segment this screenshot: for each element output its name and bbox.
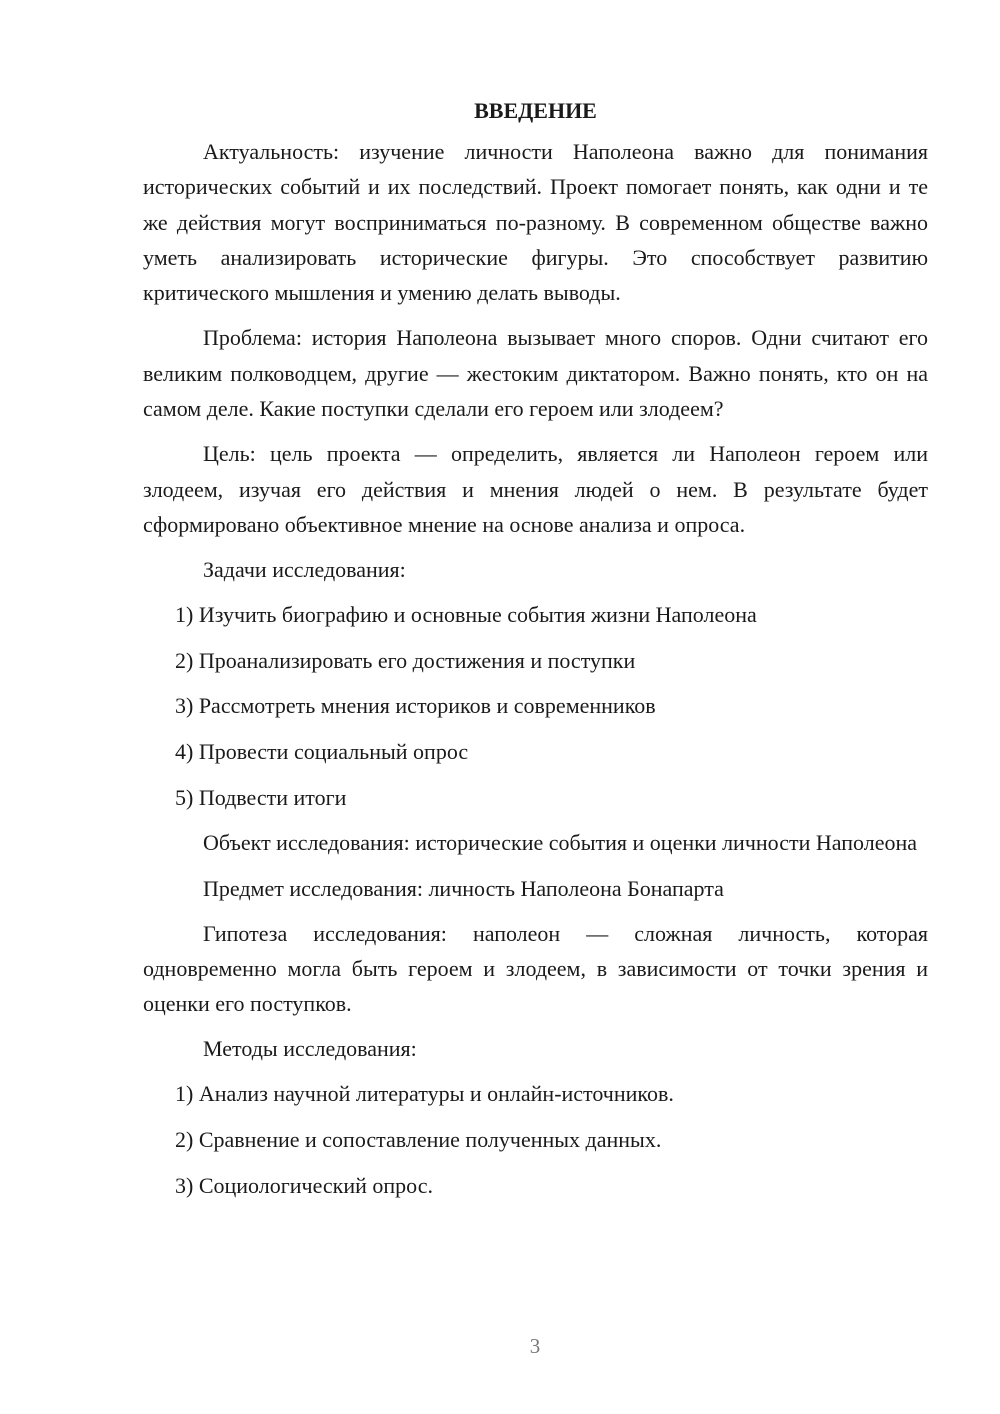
method-item-1: 1) Анализ научной литературы и онлайн-источников. [175,1081,674,1107]
page-number: 3 [529,1334,541,1358]
task-item-2: 2) Проанализировать его достижения и поступки [175,647,636,673]
subject-paragraph: Предмет исследования: личность Наполеона Бонапарта [203,875,724,901]
methods-heading: Методы исследования: [203,1036,417,1062]
method-item-3: 3) Социологический опрос. [175,1172,433,1198]
method-item-2: 2) Сравнение и сопоставление полученных данных. [175,1127,662,1153]
problem-paragraph: Проблема: история Наполеона вызывает много споров. Одни считают его великим полководцем, другие — жестоким диктатором. Важно понять, кто он на самом деле. Какие поступки сделали его героем или злодеем? [143,325,928,422]
hypothesis-paragraph: Гипотеза исследования: наполеон — сложная личность, которая одновременно могла быть героем и злодеем, в зависимости от точки зрения и оценки его поступков. [143,920,928,1017]
goal-paragraph: Цель: цель проекта — определить, является ли Наполеон героем или злодеем, изучая его действия и мнения людей о нем. В результате будет сформировано объективное мнение на основе анализа и опроса. [143,441,928,537]
task-item-1: 1) Изучить биографию и основные события жизни Наполеона [175,602,757,628]
section-title: ВВЕДЕНИЕ [474,98,597,123]
task-item-4: 4) Провести социальный опрос [175,739,469,765]
tasks-heading: Задачи исследования: [203,557,406,583]
object-paragraph: Объект исследования: исторические события и оценки личности Наполеона [203,830,917,856]
task-item-5: 5) Подвести итоги [175,784,347,810]
relevance-paragraph: Актуальность: изучение личности Наполеона важно для понимания исторических событий и их последствий. Проект помогает понять, как одни и те же действия могут восприниматься по-разному. В современном обществе важно уметь анализировать исторические фигуры. Это способствует развитию критического мышления и умению делать выводы. [143,139,928,306]
document-page [143,96,928,1213]
task-item-3: 3) Рассмотреть мнения историков и современников [175,693,656,719]
